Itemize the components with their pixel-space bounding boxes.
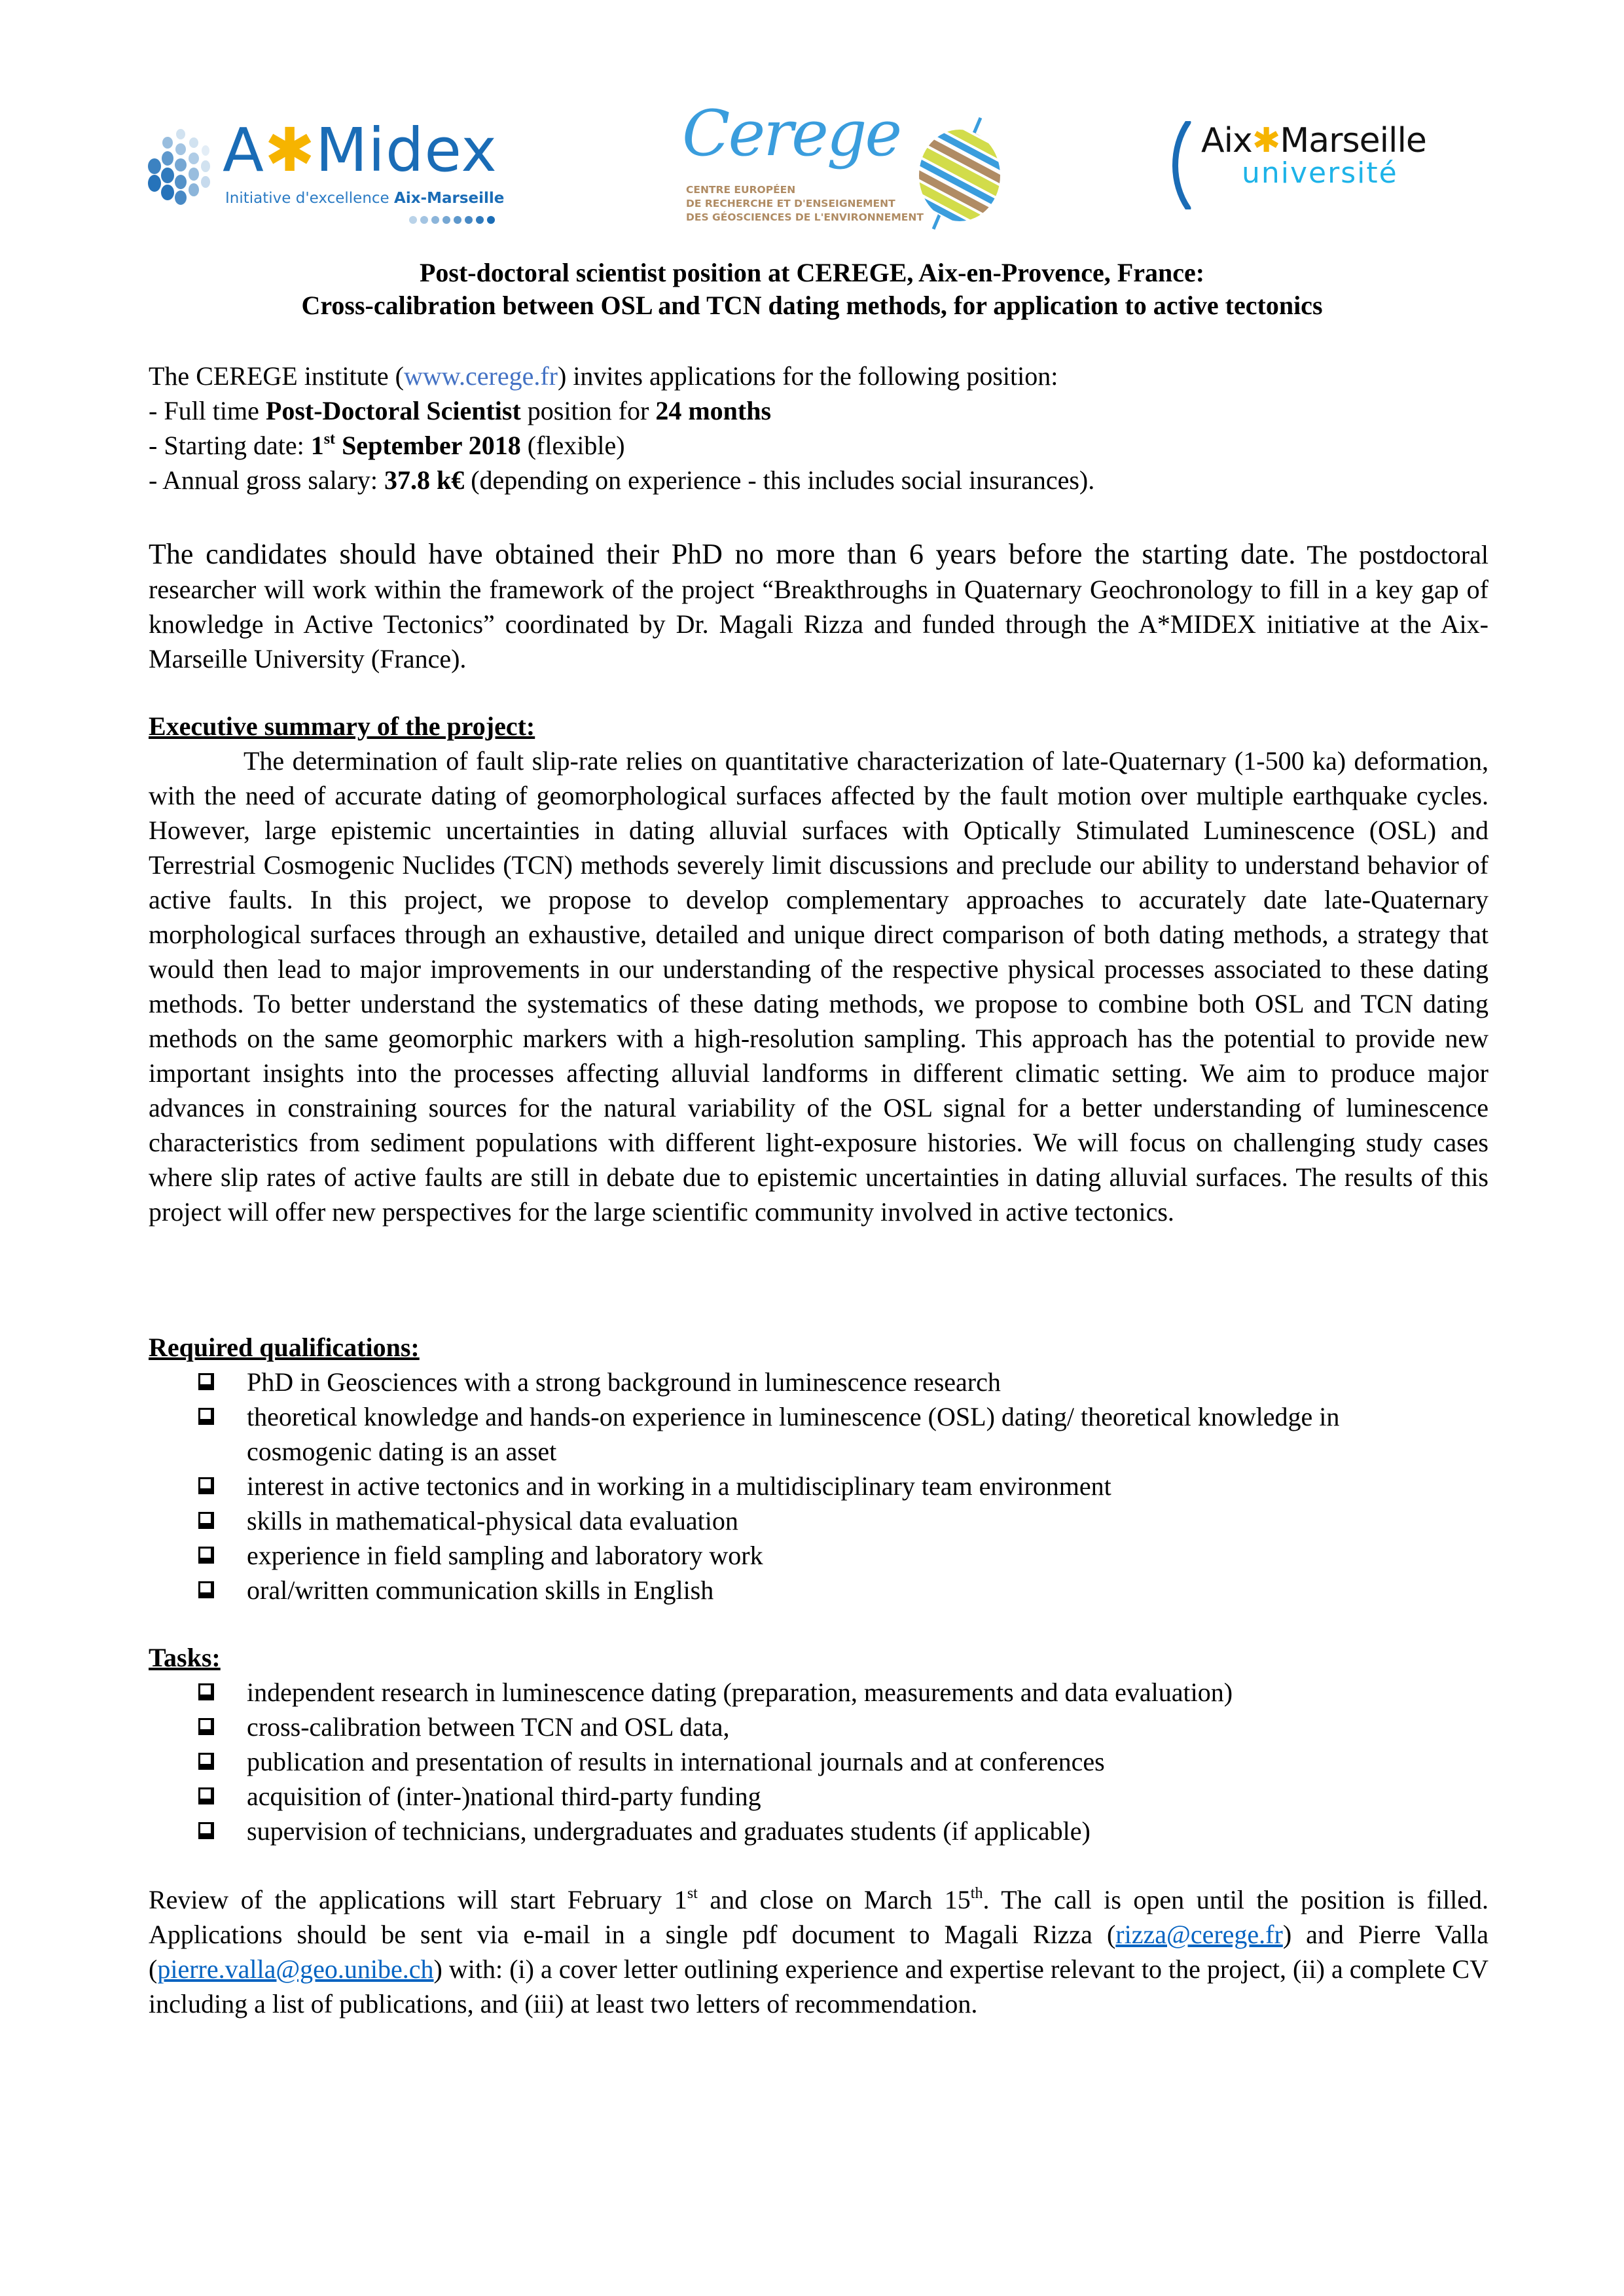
tasks-section: [149, 1640, 1489, 1848]
globe-icon: [902, 111, 1013, 236]
star-icon: ✱: [264, 115, 316, 185]
list-item: acquisition of (inter-)national third-party funding: [149, 1779, 1489, 1814]
tasks-list: [149, 1675, 1489, 1848]
executive-summary-section: [149, 709, 1489, 1229]
section-heading: Tasks:: [149, 1643, 221, 1672]
intro-line: The CEREGE institute (www.cerege.fr) invites applications for the following position:: [149, 361, 1058, 391]
checkbox-bullet-icon: [198, 1373, 214, 1390]
dot-row-icon: [408, 215, 497, 225]
dot-cluster-icon: [145, 124, 217, 209]
cerege-wordmark: Cerege: [682, 97, 901, 170]
intro-section: [149, 359, 1489, 497]
checkbox-bullet-icon: [198, 1547, 214, 1564]
list-item: skills in mathematical-physical data evaluation: [149, 1503, 1489, 1538]
checkbox-bullet-icon: [198, 1787, 214, 1804]
qualifications-list: [149, 1365, 1489, 1607]
candidates-paragraph: The candidates should have obtained their PhD no more than 6 years before the starting date. The postdoctoral researcher will work within the framework of the project “Breakthroughs in Quaternary Geochronology to fill in a key gap of knowledge in Active Tectonics” coordinated by Dr. Magali Rizza and funded through the A*MIDEX initiative at the Aix-Marseille University (France).: [149, 538, 1489, 673]
email-link-rizza[interactable]: rizza@cerege.fr: [1115, 1920, 1283, 1949]
list-item: cross-calibration between TCN and OSL data,: [149, 1710, 1489, 1744]
list-item: supervision of technicians, undergraduates and graduates students (if applicable): [149, 1814, 1489, 1848]
page-title: Post-doctoral scientist position at CEREGE, Aix-en-Provence, France: Cross-calibration between OSL and TCN dating methods, for application to active tectonics: [301, 258, 1323, 320]
application-paragraph: Review of the applications will start February 1st and close on March 15th. The call is open until the position is filled. Applications should be sent via e-mail in a single pdf document to Magali Rizza (rizza@cerege.fr) and Pierre Valla (pierre.valla@geo.unibe.ch) with: (i) a cover letter outlining experience and expertise relevant to the project, (ii) a complete CV including a list of publications, and (iii) at least two letters of recommendation.: [149, 1884, 1489, 2018]
checkbox-bullet-icon: [198, 1512, 214, 1529]
list-item: oral/written communication skills in English: [149, 1573, 1489, 1607]
section-heading: Required qualifications:: [149, 1333, 420, 1362]
amidex-tagline: Initiative d'excellence Aix-Marseille: [225, 190, 505, 207]
star-icon: ✱: [1252, 121, 1280, 160]
section-heading: Executive summary of the project:: [149, 711, 535, 741]
cerege-subtitle: CENTRE EUROPÉEN DE RECHERCHE ET D'ENSEIGNEMENT DES GÉOSCIENCES DE L'ENVIRONNEMENT: [686, 184, 924, 223]
checkbox-bullet-icon: [198, 1581, 214, 1598]
amidex-logo: [145, 115, 505, 223]
summary-body: The determination of fault slip-rate relies on quantitative characterization of late-Quaternary (1-500 ka) deformation, with the need of accurate dating of geomorphological surfaces affected by the fault motion over multiple earthquake cycles. However, large epistemic uncertainties in dating alluvial surfaces with Optically Stimulated Luminescence (OSL) and Terrestrial Cosmogenic Nuclides (TCN) methods severely limit discussions and preclude our ability to understand behavior of active faults. In this project, we propose to develop complementary approaches to accurately date late-Quaternary morphological surfaces through an exhaustive, detailed and unique direct comparison of both dating methods, a strategy that would then lead to major improvements in our understanding of the respective physical processes associated to these dating methods. To better understand the systematics of these dating methods, we propose to combine both OSL and TCN dating methods on the same geomorphic markers with a high-resolution sampling. This approach has the potential to provide new important insights into the processes affecting alluvial landforms in different climatic setting. We aim to produce major advances in constraining sources for the natural variability of the OSL signal for a better understanding of luminescence characteristics from sediment populations with different light-exposure histories. We will focus on challenging study cases where slip rates of active faults are still in debate due to epistemic uncertainties in dating alluvial surfaces. The results of this project will offer new perspectives for the large scientific community involved in active tectonics.: [149, 746, 1489, 1227]
checkbox-bullet-icon: [198, 1718, 214, 1735]
duration-line: - Full time Post-Doctoral Scientist position for 24 months: [149, 396, 772, 425]
cerege-logo: [679, 97, 1007, 236]
qualifications-section: [149, 1330, 1489, 1607]
list-item: publication and presentation of results in international journals and at conferences: [149, 1744, 1489, 1779]
list-item: theoretical knowledge and hands-on experience in luminescence (OSL) dating/ theoretical knowledge in cosmogenic dating is an asset: [149, 1399, 1489, 1469]
list-item: interest in active tectonics and in working in a multidisciplinary team environment: [149, 1469, 1489, 1503]
email-link-valla[interactable]: pierre.valla@geo.unibe.ch: [157, 1954, 434, 1984]
checkbox-bullet-icon: [198, 1408, 214, 1425]
checkbox-bullet-icon: [198, 1822, 214, 1839]
checkbox-bullet-icon: [198, 1477, 214, 1494]
amidex-wordmark: A✱Midex: [223, 115, 497, 185]
checkbox-bullet-icon: [198, 1683, 214, 1700]
amu-wordmark: Aix✱Marseille: [1201, 121, 1426, 160]
list-item: experience in field sampling and laboratory work: [149, 1538, 1489, 1573]
cerege-website-link[interactable]: www.cerege.fr: [403, 361, 558, 391]
parenthesis-icon: [1168, 121, 1195, 209]
amu-universite: université: [1242, 156, 1398, 190]
checkbox-bullet-icon: [198, 1753, 214, 1770]
amu-logo: [1168, 121, 1443, 213]
list-item: independent research in luminescence dating (preparation, measurements and data evaluation): [149, 1675, 1489, 1710]
start-date-line: - Starting date: 1st September 2018 (flexible): [149, 430, 625, 460]
salary-line: - Annual gross salary: 37.8 k€ (depending on experience - this includes social insurances).: [149, 465, 1095, 495]
list-item: PhD in Geosciences with a strong background in luminescence research: [149, 1365, 1489, 1399]
